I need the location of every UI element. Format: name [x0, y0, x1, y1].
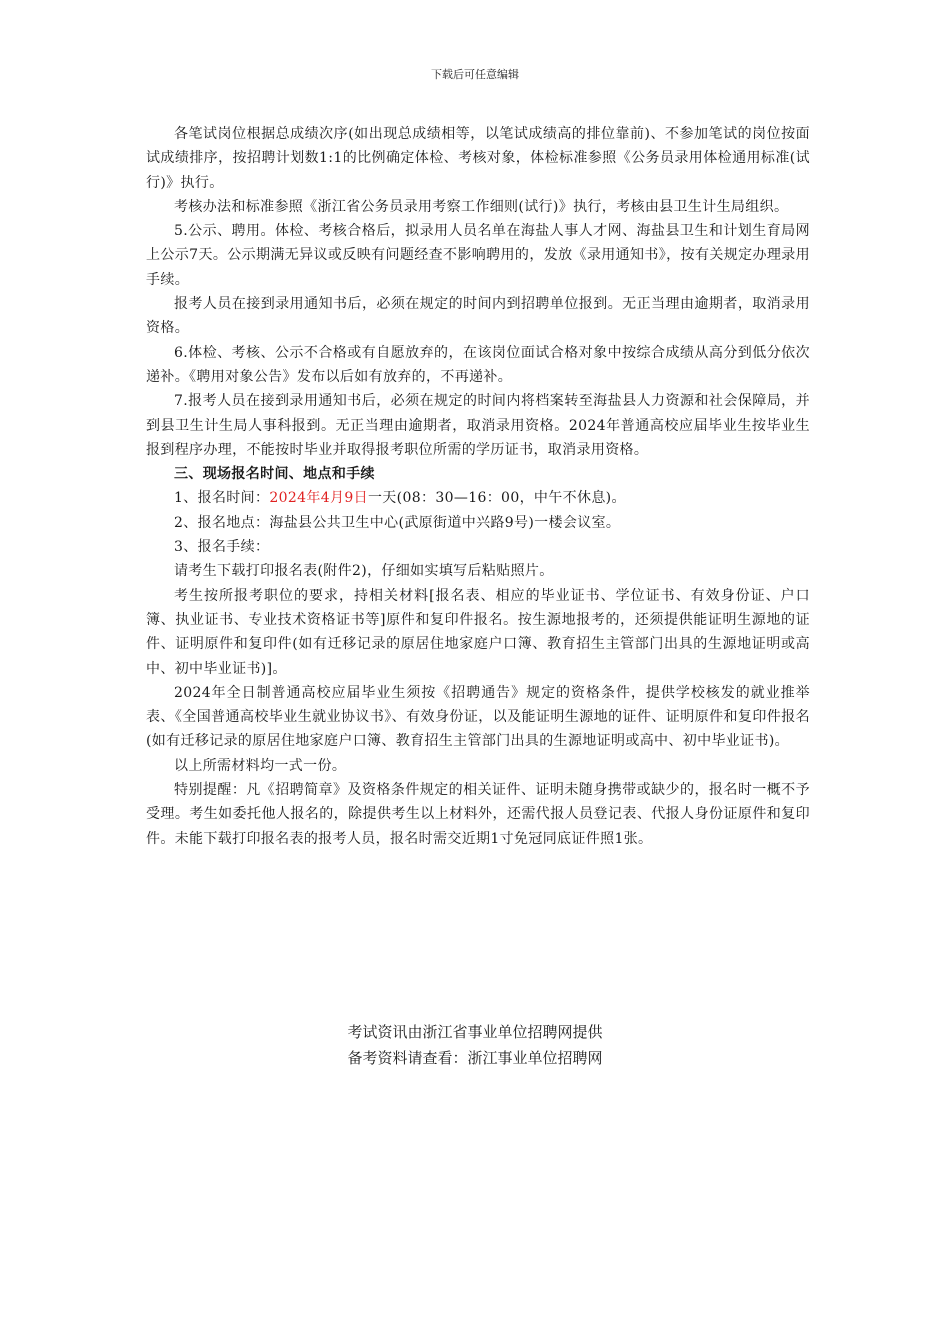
paragraph-copies: 以上所需材料均一式一份。	[174, 757, 347, 774]
paragraph-publicity: 5.公示、聘用。体检、考核合格后，拟录用人员名单在海盐人事人才网、海盐县卫生和计划生育局网上公示7天。公示期满无异议或反映有问题经查不影响聘用的，发放《录用通知书》，按有关规定办理录用手续。	[146, 223, 810, 288]
paragraph-assessment: 考核办法和标准参照《浙江省公务员录用考察工作细则(试行)》执行，考核由县卫生计生局组织。	[174, 198, 789, 215]
header-note: 下载后可任意编辑	[431, 68, 519, 81]
paragraph-registration-procedure: 3、报名手续：	[174, 539, 270, 556]
paragraph-registration-time	[146, 486, 810, 510]
document-body	[146, 122, 810, 851]
paragraph-graduates: 2024年全日制普通高校应届毕业生须按《招聘通告》规定的资格条件，提供学校核发的就业推举表、《全国普通高校毕业生就业协议书》、有效身份证，以及能证明生源地的证件、证明原件和复印件报名(如有迁移记录的原居住地家庭户口簿、教育招生主管部门出具的生源地证明或高中、初中毕业证书)。	[146, 684, 810, 750]
paragraph-archive-transfer: 7.报考人员在接到录用通知书后，必须在规定的时间内将档案转至海盐县人力资源和社会保障局，并到县卫生计生局人事科报到。无正当理由逾期者，取消录用资格。2024年普通高校应届毕业生按毕业生报到程序办理，不能按时毕业并取得报考职位所需的学历证书，取消录用资格。	[146, 393, 810, 458]
footer-line-materials: 备考资料请查看：浙江事业单位招聘网	[347, 1049, 603, 1067]
paragraph-ranking: 各笔试岗位根据总成绩次序(如出现总成绩相等，以笔试成绩高的排位靠前)、不参加笔试的岗位按面试成绩排序，按招聘计划数1:1的比例确定体检、考核对象，体检标准参照《公务员录用体检通用标准(试行)》执行。	[146, 126, 810, 191]
paragraph-registration-place: 2、报名地点：海盐县公共卫生中心(武原街道中兴路9号)一楼会议室。	[174, 514, 621, 531]
paragraph-report-deadline: 报考人员在接到录用通知书后，必须在规定的时间内到招聘单位报到。无正当理由逾期者，取消录用资格。	[146, 296, 810, 337]
section-heading-registration: 三、现场报名时间、地点和手续	[174, 466, 375, 483]
registration-date: 2024年4月9日	[269, 490, 368, 507]
paragraph-materials: 考生按所报考职位的要求，持相关材料[报名表、相应的毕业证书、学位证书、有效身份证、户口簿、执业证书、专业技术资格证书等]原件和复印件报名。按生源地报考的，还须提供能证明生源地的证件、证明原件和复印件(如有迁移记录的原居住地家庭户口簿、教育招生主管部门出具的生源地证明或高中、初中毕业证书)]。	[146, 587, 810, 677]
paragraph-special-reminder: 特别提醒：凡《招聘简章》及资格条件规定的相关证件、证明未随身携带或缺少的，报名时一概不予受理。考生如委托他人报名的，除提供考生以上材料外，还需代报人员登记表、代报人身份证原件和复印件。未能下载打印报名表的报考人员，报名时需交近期1寸免冠同底证件照1张。	[146, 782, 810, 847]
registration-time-rest: 一天(08：30—16：00，中午不休息)。	[367, 490, 626, 507]
paragraph-replacement: 6.体检、考核、公示不合格或有自愿放弃的，在该岗位面试合格对象中按综合成绩从高分到低分依次递补。《聘用对象公告》发布以后如有放弃的，不再递补。	[146, 344, 810, 385]
paragraph-print-form: 请考生下载打印报名表(附件2)，仔细如实填写后粘贴照片。	[174, 563, 554, 580]
footer	[0, 1019, 950, 1071]
footer-line-source: 考试资讯由浙江省事业单位招聘网提供	[347, 1023, 603, 1041]
registration-time-label: 1、报名时间：	[174, 490, 270, 507]
